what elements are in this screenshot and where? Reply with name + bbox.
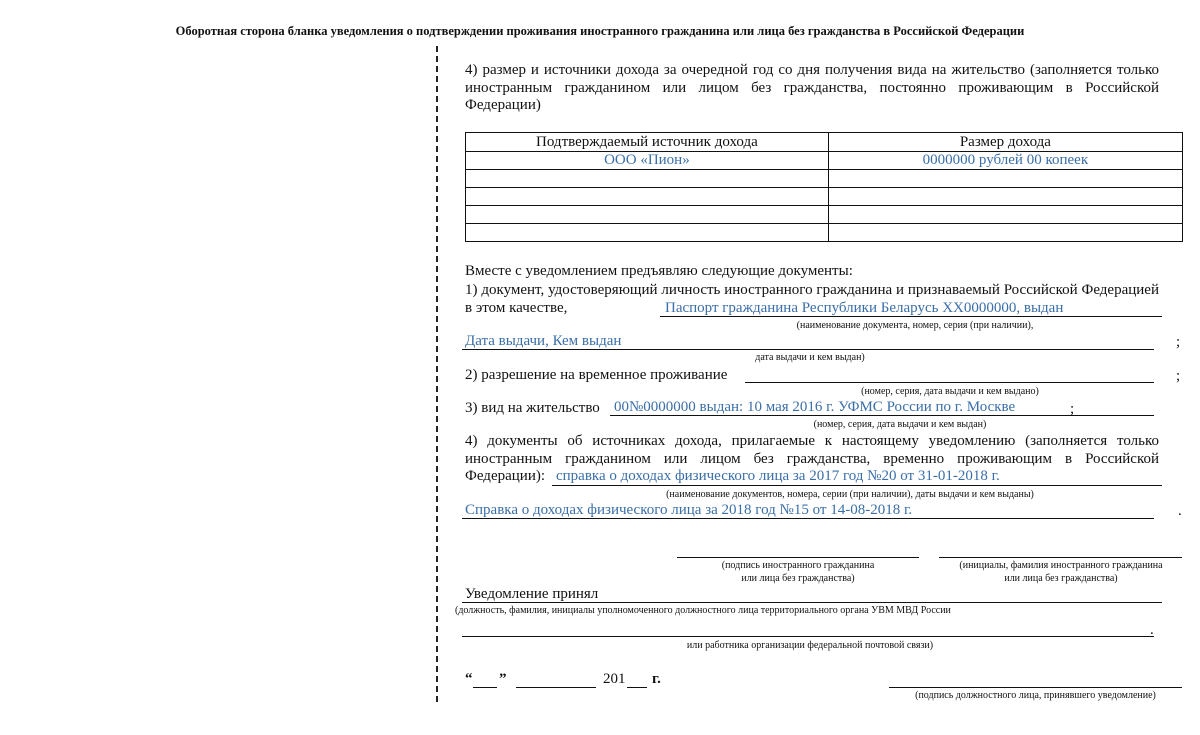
doc1-value2[interactable]: Дата выдачи, Кем выдан: [465, 333, 622, 349]
applicant-name-caption-2: или лица без гражданства): [1004, 573, 1118, 584]
applicant-name-line[interactable]: [939, 557, 1182, 558]
official-signature-line[interactable]: [889, 687, 1182, 688]
income-source-cell[interactable]: ООО «Пион»: [466, 152, 829, 170]
doc4-period: .: [1178, 503, 1182, 519]
doc3-semicolon: ;: [1070, 401, 1075, 417]
income-source-cell[interactable]: [466, 224, 829, 242]
doc4-text: 4) документы об источниках дохода, прилагаемые к настоящему уведомлению (заполняется только иностранным гражданином или лицом без гражданства, временно проживающим в Российской Федерации):: [465, 433, 1159, 484]
applicant-signature-caption-1: (подпись иностранного гражданина: [721, 560, 875, 571]
official-underline-2[interactable]: [462, 636, 1154, 637]
accepted-underline[interactable]: [462, 602, 1162, 603]
doc1-value[interactable]: Паспорт гражданина Республики Беларусь ХХ0000000, выдан: [665, 300, 1064, 316]
doc2-text: 2) разрешение на временное проживание: [465, 367, 728, 383]
doc3-text: 3) вид на жительство: [465, 400, 600, 416]
applicant-name-caption-1: (инициалы, фамилия иностранного гражданина: [959, 560, 1163, 571]
official-caption: (должность, фамилия, инициалы уполномоченного должностного лица территориального органа УВМ МВД России: [455, 605, 951, 616]
income-source-cell[interactable]: [466, 170, 829, 188]
applicant-signature-caption-2: или лица без гражданства): [741, 573, 855, 584]
doc1-semicolon: ;: [1176, 334, 1181, 350]
docs-intro: Вместе с уведомлением предъявляю следующие документы:: [465, 263, 853, 279]
official-signature-caption: (подпись должностного лица, принявшего уведомление): [915, 690, 1156, 701]
applicant-signature-line[interactable]: [677, 557, 919, 558]
income-amount-cell[interactable]: 0000000 рублей 00 копеек: [828, 152, 1182, 170]
income-amount-cell[interactable]: [828, 224, 1182, 242]
cut-line: [436, 46, 438, 702]
doc2-underline[interactable]: [745, 382, 1154, 383]
table-row: [466, 152, 1183, 170]
date-open-quote: “: [465, 671, 473, 687]
doc3-caption: (номер, серия, дата выдачи и кем выдан): [813, 419, 987, 430]
accepted-label: Уведомление принял: [465, 586, 599, 602]
date-year-suffix: г.: [652, 671, 661, 687]
doc1-caption: (наименование документа, номер, серия (при наличии),: [796, 320, 1034, 331]
doc1-underline2: [462, 349, 1154, 350]
income-amount-cell[interactable]: [828, 188, 1182, 206]
date-close-quote: ”: [499, 671, 507, 687]
doc2-caption: (номер, серия, дата выдачи и кем выдано): [861, 386, 1039, 397]
doc2-semicolon: ;: [1176, 368, 1181, 384]
income-source-cell[interactable]: [466, 206, 829, 224]
doc3-value[interactable]: 00№0000000 выдан: 10 мая 2016 г. УФМС России по г. Москве: [614, 399, 1016, 415]
doc4-value2[interactable]: Справка о доходах физического лица за 2018 год №15 от 14-08-2018 г.: [465, 502, 913, 518]
income-source-cell[interactable]: [466, 188, 829, 206]
income-amount-cell[interactable]: [828, 206, 1182, 224]
official-period: .: [1150, 622, 1154, 638]
date-month-line[interactable]: [516, 687, 596, 688]
doc1-underline: [660, 316, 1162, 317]
date-year-line[interactable]: [627, 687, 647, 688]
doc4-caption: (наименование документов, номера, серии (при наличии), даты выдачи и кем выданы): [666, 489, 1034, 500]
form-title: Оборотная сторона бланка уведомления о подтверждении проживания иностранного гражданина или лица без гражданства в Российской Федерации: [175, 24, 1025, 38]
post-caption: или работника организации федеральной почтовой связи): [686, 640, 934, 651]
table-row: [466, 224, 1183, 242]
date-year-prefix: 201: [603, 671, 626, 687]
table-row: [466, 170, 1183, 188]
date-day-line[interactable]: [473, 687, 497, 688]
income-amount-cell[interactable]: [828, 170, 1182, 188]
doc1-label: 1) документ, удостоверяющий личность иностранного гражданина и признаваемый Российской Федерацией в этом качестве,: [465, 282, 1159, 316]
income-source-header: Подтверждаемый источник дохода: [466, 133, 829, 152]
table-row: [466, 206, 1183, 224]
doc4-value[interactable]: справка о доходах физического лица за 2017 год №20 от 31-01-2018 г.: [556, 468, 1004, 485]
doc1-caption2: дата выдачи и кем выдан): [755, 352, 865, 363]
section4-text: 4) размер и источники дохода за очередной год со дня получения вида на жительство (заполняется только иностранным гражданином или лицом без гражданства, постоянно проживающим в Российской Федерации): [465, 62, 1159, 113]
table-row: [466, 188, 1183, 206]
doc4-underline2: [462, 518, 1154, 519]
income-table: [465, 132, 1183, 242]
income-amount-header: Размер дохода: [828, 133, 1182, 152]
doc4-underline: [552, 485, 1162, 486]
